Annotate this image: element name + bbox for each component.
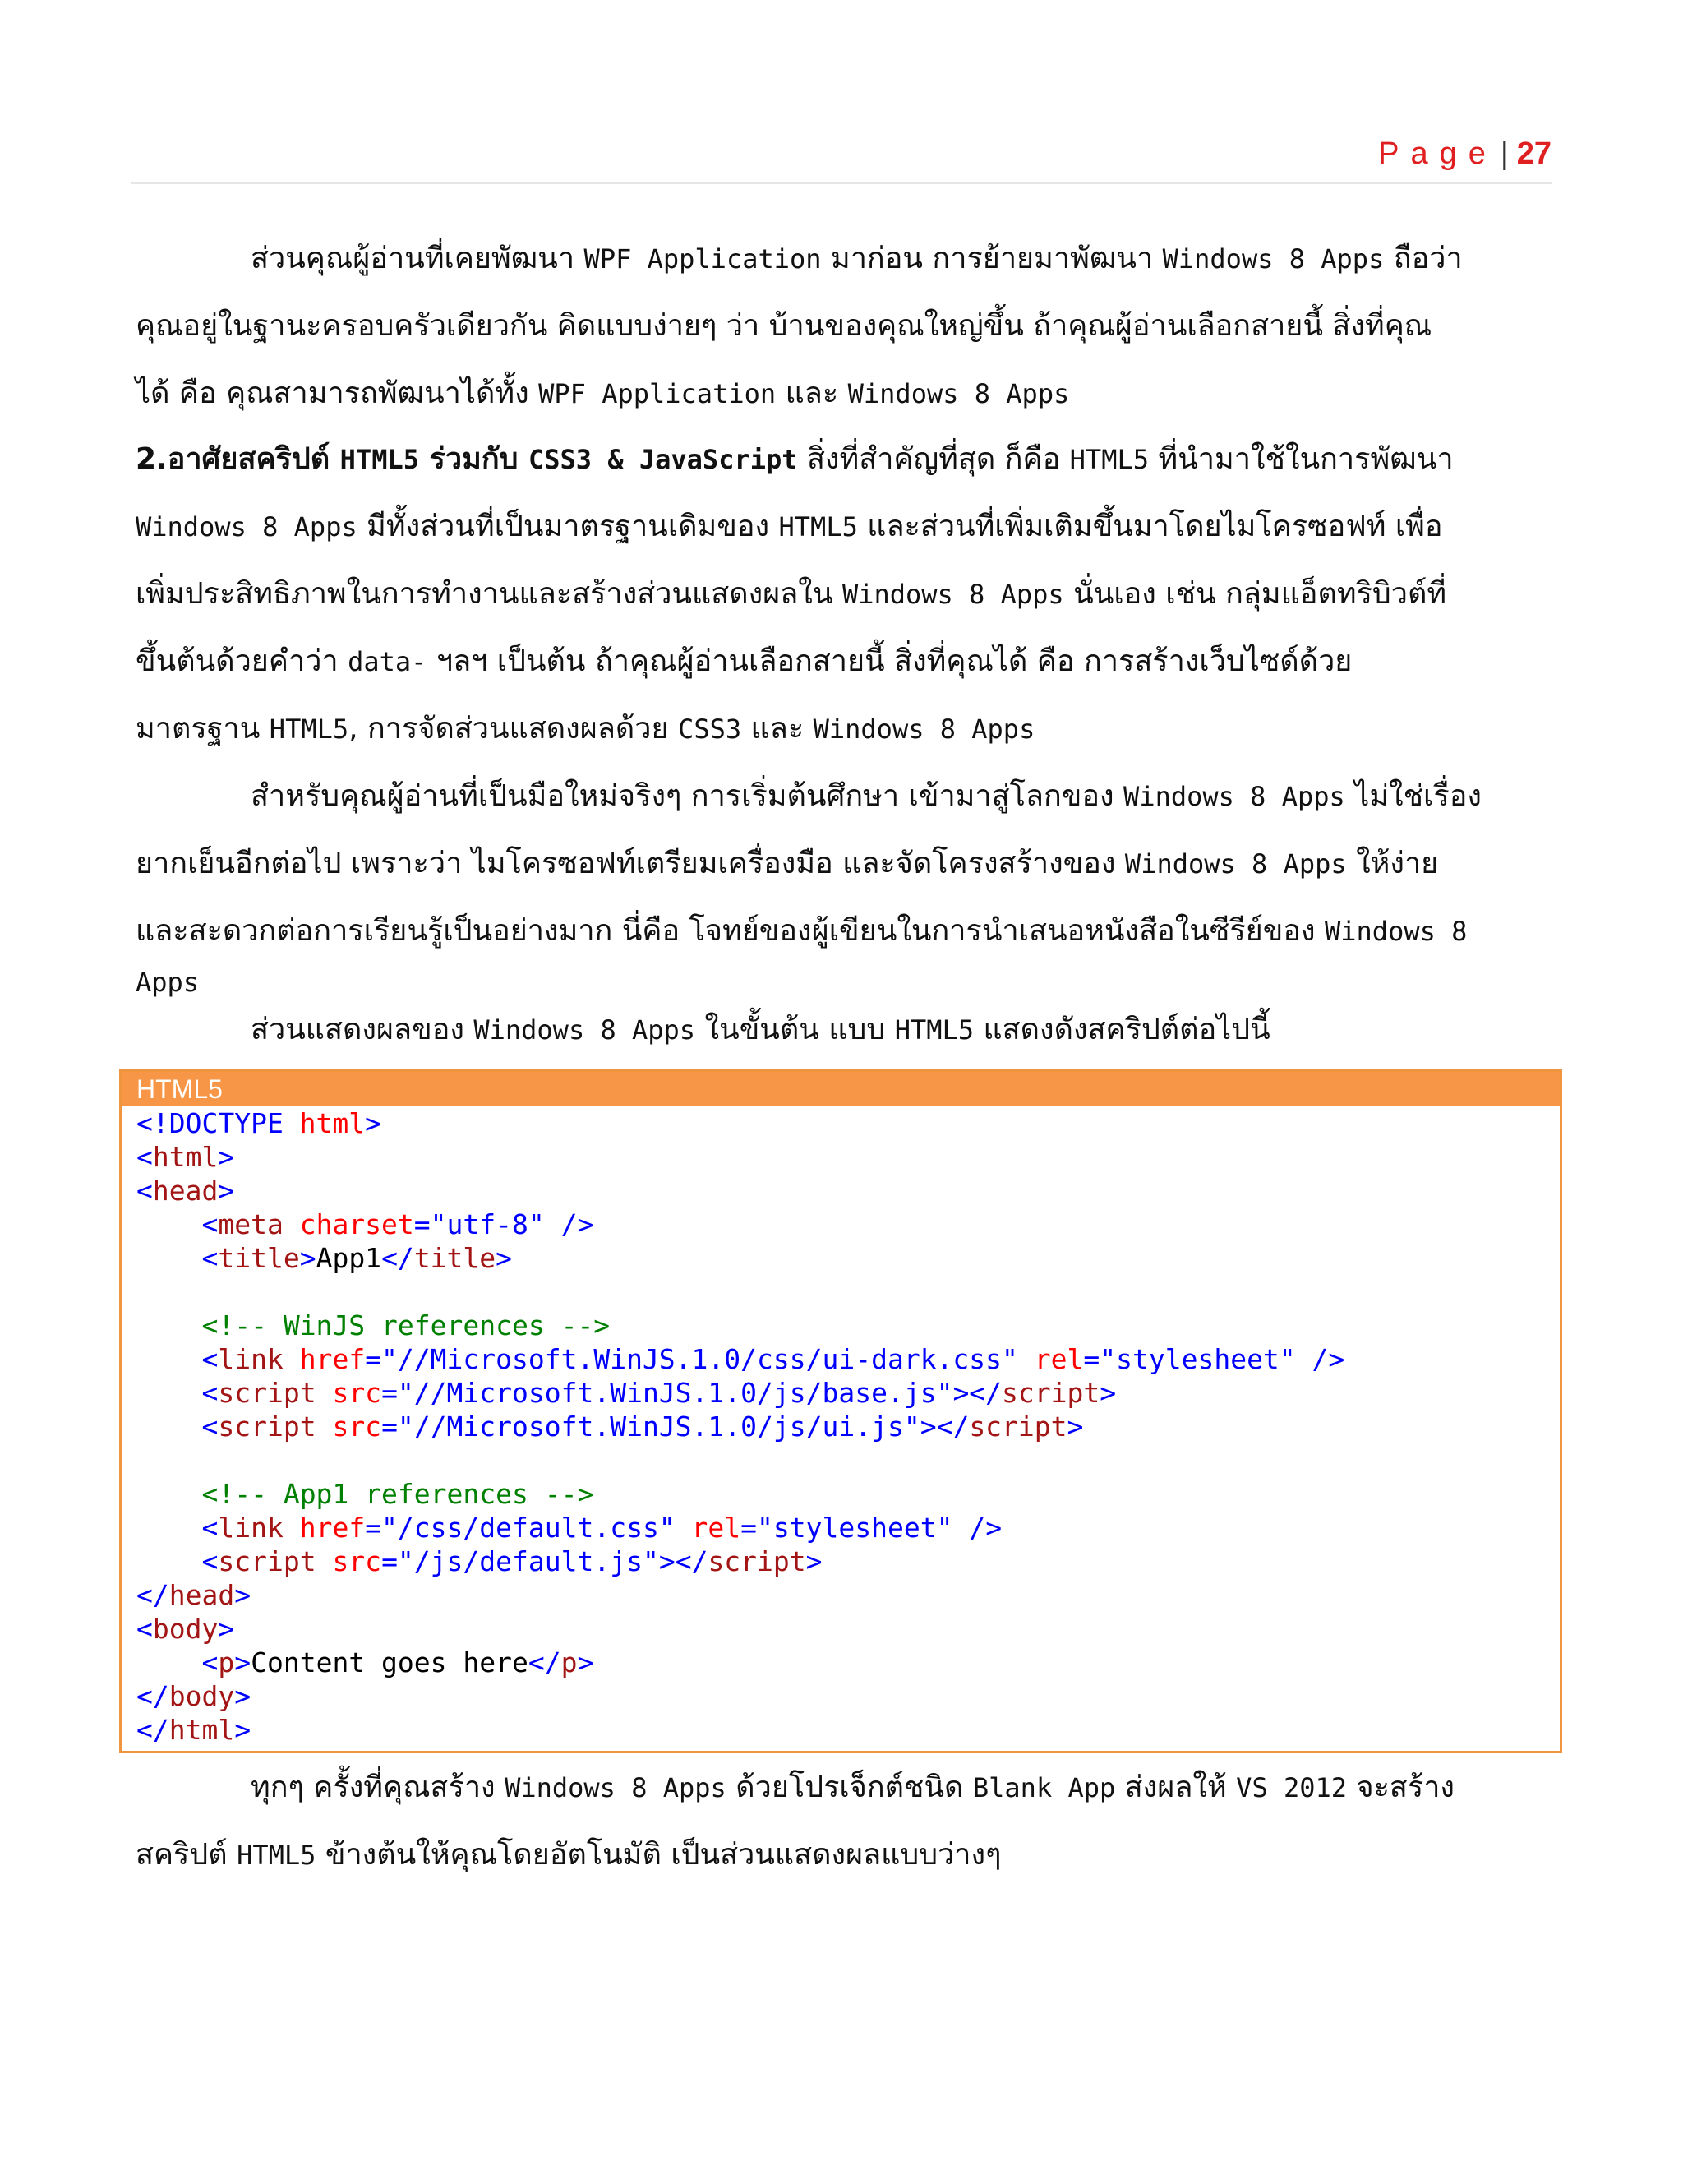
- code-term: CSS3: [678, 713, 742, 745]
- page-header: Page | 27: [1378, 136, 1552, 171]
- code-token: ="/js/default.js": [381, 1545, 659, 1577]
- code-term: HTML5: [894, 1014, 975, 1046]
- code-token: href: [283, 1343, 366, 1375]
- text: ส่วนแสดงผลของ: [251, 1013, 474, 1046]
- text: มีทั้งส่วนที่เป็นมาตรฐานเดิมของ: [357, 510, 779, 543]
- text: ฯลฯ เป็นต้น ถ้าคุณผู้อ่านเลือกสายนี้ สิ่งที่คุณได้ คือ การสร้างเว็บไซด์ด้วย: [427, 644, 1353, 678]
- text: แสดงดังสคริปต์ต่อไปนี้: [974, 1013, 1270, 1046]
- text: ถือว่า: [1384, 242, 1463, 275]
- text: และ: [776, 376, 848, 410]
- code-token: meta: [218, 1208, 284, 1240]
- code-line: [136, 1477, 1560, 1511]
- code-line-blank: [136, 1443, 1560, 1477]
- code-token: <: [201, 1512, 219, 1544]
- code-line-blank: [136, 1275, 1560, 1309]
- code-token: p: [560, 1646, 578, 1678]
- code-token: >: [234, 1579, 251, 1611]
- code-line: [136, 1207, 1560, 1241]
- text: เพิ่มประสิทธิภาพในการทำงานและสร้างส่วนแสดงผลใน: [136, 577, 842, 611]
- code-term: HTML5: [269, 713, 349, 745]
- text: ส่วนคุณผู้อ่านที่เคยพัฒนา: [251, 242, 584, 275]
- section-2-heading-line: [136, 439, 1454, 480]
- section-2-line-4: [136, 641, 1352, 682]
- code-token: <!DOCTYPE: [136, 1107, 284, 1139]
- text: ด้วยโปรเจ็กต์ชนิด: [726, 1771, 973, 1804]
- code-token: ="stylesheet": [1083, 1343, 1296, 1375]
- code-term: HTML5: [339, 444, 419, 475]
- code-token: head: [152, 1175, 219, 1207]
- code-token: ="/css/default.css": [365, 1512, 676, 1544]
- code-token: link: [218, 1343, 284, 1375]
- text: ในขั้นต้น แบบ: [695, 1013, 895, 1046]
- code-token: ></: [658, 1545, 708, 1577]
- code-term: HTML5: [1069, 444, 1149, 475]
- code-token: rel: [1017, 1343, 1084, 1375]
- code-token: <: [201, 1411, 219, 1443]
- code-token: src: [316, 1545, 382, 1577]
- text: และ: [741, 712, 814, 746]
- code-line: [136, 1544, 1560, 1578]
- section-heading: ร่วมกับ: [419, 442, 528, 476]
- section-2-line-5: [136, 709, 1035, 750]
- code-token: </: [136, 1714, 169, 1746]
- paragraph-5-line-1: [136, 1767, 1455, 1808]
- paragraph-3-line-3: [136, 911, 1467, 952]
- text: และสะดวกต่อการเรียนรู้เป็นอย่างมาก นี่คือ โจทย์ของผู้เขียนในการนำเสนอหนังสือในซีรีย์ของ: [136, 914, 1325, 948]
- code-token: </: [381, 1242, 414, 1274]
- paragraph-3-line-2: [136, 843, 1438, 884]
- code-token: >: [218, 1613, 235, 1645]
- code-token: />: [952, 1512, 1003, 1544]
- page-number: 27: [1516, 136, 1552, 171]
- code-token: head: [168, 1579, 235, 1611]
- code-line: [136, 1342, 1560, 1376]
- code-token: </: [136, 1579, 169, 1611]
- code-listing-title: HTML5: [122, 1072, 1560, 1106]
- page-label: Page: [1378, 136, 1497, 171]
- code-term: Windows 8 Apps: [847, 378, 1070, 409]
- code-token: rel: [675, 1512, 741, 1544]
- code-term: Blank App: [972, 1772, 1116, 1803]
- paragraph-1-line-1: [136, 238, 1463, 279]
- text: มาตรฐาน: [136, 712, 270, 746]
- code-token: ="utf-8": [413, 1208, 545, 1240]
- code-token: <: [201, 1545, 219, 1577]
- paragraph-1-line-3: [136, 373, 1069, 414]
- code-term: Windows 8 Apps: [473, 1014, 696, 1046]
- code-token: >: [1067, 1411, 1084, 1443]
- code-term: CSS3 & JavaScript: [528, 444, 798, 475]
- code-line: [136, 1106, 1560, 1140]
- code-token: title: [413, 1242, 496, 1274]
- code-line: [136, 1578, 1560, 1612]
- header-divider: [131, 182, 1552, 184]
- code-line: [136, 1241, 1560, 1275]
- text: สำหรับคุณผู้อ่านที่เป็นมือใหม่จริงๆ การเริ่มต้นศึกษา เข้ามาสู่โลกของ: [251, 779, 1124, 813]
- code-comment: <!-- WinJS references -->: [201, 1309, 611, 1341]
- code-comment: <!-- App1 references -->: [201, 1478, 594, 1510]
- code-token: >: [234, 1646, 251, 1678]
- code-token: >: [299, 1242, 316, 1274]
- text: มาก่อน การย้ายมาพัฒนา: [821, 242, 1163, 275]
- code-token: >: [1100, 1377, 1117, 1409]
- code-token: link: [218, 1512, 284, 1544]
- code-token: >: [365, 1107, 382, 1139]
- paragraph-3-line-4: Apps: [136, 967, 200, 998]
- code-token: ="//Microsoft.WinJS.1.0/js/base.js": [381, 1377, 953, 1409]
- code-term: Windows 8 Apps: [1123, 781, 1345, 812]
- code-line: [136, 1679, 1560, 1713]
- code-token: script: [218, 1545, 316, 1577]
- code-token: <: [201, 1646, 219, 1678]
- code-token: script: [1002, 1377, 1100, 1409]
- code-term: WPF Application: [583, 243, 822, 275]
- code-term: VS 2012: [1236, 1772, 1348, 1803]
- code-token: </: [136, 1680, 169, 1712]
- code-token: ="//Microsoft.WinJS.1.0/css/ui-dark.css": [365, 1343, 1018, 1375]
- code-token: <: [136, 1141, 153, 1173]
- code-token: <: [201, 1377, 219, 1409]
- section-2-line-2: [136, 506, 1443, 547]
- code-token: />: [1295, 1343, 1345, 1375]
- text: จะสร้าง: [1347, 1771, 1455, 1804]
- code-token: html: [152, 1141, 219, 1173]
- code-token: <: [201, 1208, 219, 1240]
- text: ข้างต้นให้คุณโดยอัตโนมัติ เป็นส่วนแสดงผลแบบว่างๆ: [316, 1838, 1002, 1872]
- code-token: script: [969, 1411, 1067, 1443]
- code-token: <: [136, 1613, 153, 1645]
- code-term: WPF Application: [538, 378, 777, 409]
- code-term: Windows 8 Apps: [1162, 243, 1385, 275]
- code-term: Windows 8 Apps: [505, 1772, 726, 1803]
- code-token: <: [201, 1343, 219, 1375]
- code-line: [136, 1309, 1560, 1342]
- code-token: src: [316, 1411, 382, 1443]
- paragraph-4-line-1: [136, 1009, 1270, 1050]
- text: และส่วนที่เพิ่มเติมขึ้นมาโดยไมโครซอฟท์ เพื่อ: [857, 510, 1443, 543]
- code-term: Windows 8 Apps: [1124, 848, 1347, 880]
- code-line: [136, 1646, 1560, 1679]
- code-token: charset: [283, 1208, 414, 1240]
- code-token: ></: [920, 1411, 970, 1443]
- text: ที่นำมาใช้ในการพัฒนา: [1148, 442, 1454, 476]
- paragraph-3-line-1: [136, 776, 1482, 817]
- code-token: title: [218, 1242, 300, 1274]
- text: ให้ง่าย: [1346, 847, 1439, 880]
- code-token: ="stylesheet": [740, 1512, 953, 1544]
- paragraph-5-line-2: [136, 1835, 1001, 1876]
- text: , การจัดส่วนแสดงผลด้วย: [348, 712, 679, 746]
- section-heading: 2.อาศัยสคริปต์: [136, 442, 340, 476]
- code-line: [136, 1140, 1560, 1174]
- code-listing-box: [119, 1069, 1562, 1753]
- code-token: script: [708, 1545, 806, 1577]
- code-token: </: [528, 1646, 561, 1678]
- code-token: >: [218, 1175, 235, 1207]
- code-token: ="//Microsoft.WinJS.1.0/js/ui.js": [381, 1411, 920, 1443]
- code-token: script: [218, 1411, 316, 1443]
- code-token: >: [218, 1141, 235, 1173]
- text: ส่งผลให้: [1115, 1771, 1237, 1804]
- code-token: html: [168, 1714, 235, 1746]
- code-term: data-: [348, 646, 427, 677]
- code-token: <: [136, 1175, 153, 1207]
- text: ขึ้นต้นด้วยคำว่า: [136, 644, 348, 678]
- text: ไม่ใช่เรื่อง: [1344, 779, 1482, 813]
- code-token: <: [201, 1242, 219, 1274]
- code-token: body: [168, 1680, 235, 1712]
- code-line: [136, 1376, 1560, 1410]
- code-line: [136, 1511, 1560, 1544]
- text: สิ่งที่สำคัญที่สุด ก็คือ: [797, 442, 1070, 476]
- code-token: src: [316, 1377, 382, 1409]
- section-2-line-3: [136, 574, 1446, 615]
- code-term: Windows 8 Apps: [813, 713, 1035, 745]
- code-token: App1: [316, 1242, 382, 1274]
- code-line: [136, 1713, 1560, 1747]
- code-token: >: [496, 1242, 513, 1274]
- text: นั่นเอง เช่น กลุ่มแอ็ตทริบิวต์ที่: [1063, 577, 1447, 611]
- code-term: HTML5: [237, 1840, 316, 1871]
- paragraph-1-line-2: คุณอยู่ในฐานะครอบครัวเดียวกัน คิดแบบง่ายๆ ว่า บ้านของคุณใหญ่ขึ้น ถ้าคุณผู้อ่านเลือกสายนี้ สิ่งที่คุณ: [136, 309, 1432, 343]
- code-token: html: [283, 1107, 366, 1139]
- code-token: />: [544, 1208, 594, 1240]
- code-token: script: [218, 1377, 316, 1409]
- code-token: >: [234, 1714, 251, 1746]
- code-listing: [122, 1106, 1560, 1747]
- code-token: >: [234, 1680, 251, 1712]
- code-token: body: [152, 1613, 219, 1645]
- code-line: [136, 1612, 1560, 1646]
- code-term: Windows 8 Apps: [842, 579, 1064, 610]
- text: ทุกๆ ครั้งที่คุณสร้าง: [251, 1771, 505, 1804]
- code-token: href: [283, 1512, 366, 1544]
- code-token: ></: [952, 1377, 1003, 1409]
- code-line: [136, 1174, 1560, 1207]
- code-token: >: [805, 1545, 823, 1577]
- code-term: Windows 8: [1325, 916, 1468, 947]
- text: ได้ คือ คุณสามารถพัฒนาได้ทั้ง: [136, 376, 539, 410]
- code-token: Content goes here: [251, 1646, 528, 1678]
- text: สคริปต์: [136, 1838, 237, 1872]
- code-token: p: [218, 1646, 235, 1678]
- code-token: >: [577, 1646, 594, 1678]
- code-term: Windows 8 Apps: [136, 511, 357, 543]
- text: ยากเย็นอีกต่อไป เพราะว่า ไมโครซอฟท์เตรียมเครื่องมือ และจัดโครงสร้างของ: [136, 847, 1125, 880]
- code-line: [136, 1410, 1560, 1443]
- code-term: HTML5: [778, 511, 858, 543]
